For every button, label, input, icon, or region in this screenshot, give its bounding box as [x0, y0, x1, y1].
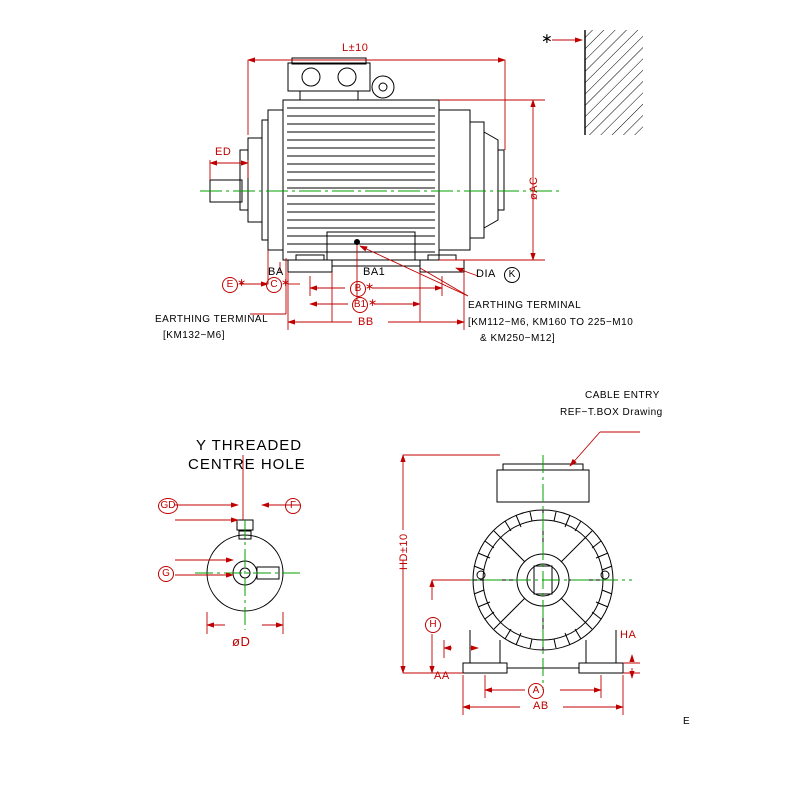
- label-earthing-left-line2: [KM132−M6]: [163, 330, 225, 341]
- label-earthing-right-line3: & KM250−M12]: [480, 333, 556, 344]
- label-cable-entry-line1: CABLE ENTRY: [585, 390, 660, 401]
- label-earthing-left-line1: EARTHING TERMINAL: [155, 314, 269, 325]
- label-hd: HD±10: [398, 533, 410, 570]
- label-earthing-right-line2: [KM112−M6, KM160 TO 225−M10: [468, 317, 634, 328]
- label-overall-length: L±10: [342, 42, 369, 54]
- label-dia: DIA: [476, 268, 496, 280]
- label-asterisk-wall: ∗: [541, 30, 554, 46]
- label-h-circle: H: [425, 617, 441, 633]
- label-ed: ED: [215, 146, 232, 158]
- label-ba1: BA1: [363, 266, 386, 278]
- label-b-circle: B: [350, 281, 366, 297]
- label-bb: BB: [358, 316, 374, 328]
- label-a-circle: A: [528, 683, 544, 699]
- label-aa: AA: [434, 670, 450, 682]
- side-elevation-view: [200, 30, 643, 272]
- label-earthing-right-line1: EARTHING TERMINAL: [468, 300, 582, 311]
- label-c-circle: C: [266, 277, 282, 293]
- label-gd-circle: GD: [158, 498, 178, 514]
- label-b-asterisk: ∗: [365, 281, 375, 293]
- label-dia-k-circle: K: [504, 267, 520, 283]
- label-e-asterisk: ∗: [237, 277, 247, 289]
- label-b1-asterisk: ∗: [368, 297, 378, 309]
- label-b1-circle: B1: [352, 297, 368, 313]
- label-f-circle: F: [285, 498, 301, 514]
- front-elevation-view: [455, 455, 632, 690]
- shaft-end-dimensions: [175, 455, 300, 634]
- label-ac-diameter: øAC: [528, 176, 540, 200]
- label-ha: HA: [620, 629, 637, 641]
- label-e-circle: E: [222, 277, 238, 293]
- label-d-diameter: øD: [232, 634, 251, 649]
- corner-mark: E: [683, 716, 691, 727]
- label-g-circle: G: [158, 566, 174, 582]
- label-threaded-centre-hole-line2: CENTRE HOLE: [188, 456, 306, 473]
- label-cable-entry-line2: REF−T.BOX Drawing: [560, 407, 663, 418]
- label-threaded-centre-hole-line1: Y THREADED: [196, 437, 303, 454]
- label-ab: AB: [533, 700, 549, 712]
- label-ba: BA: [268, 266, 284, 278]
- label-c-asterisk: ∗: [281, 277, 291, 289]
